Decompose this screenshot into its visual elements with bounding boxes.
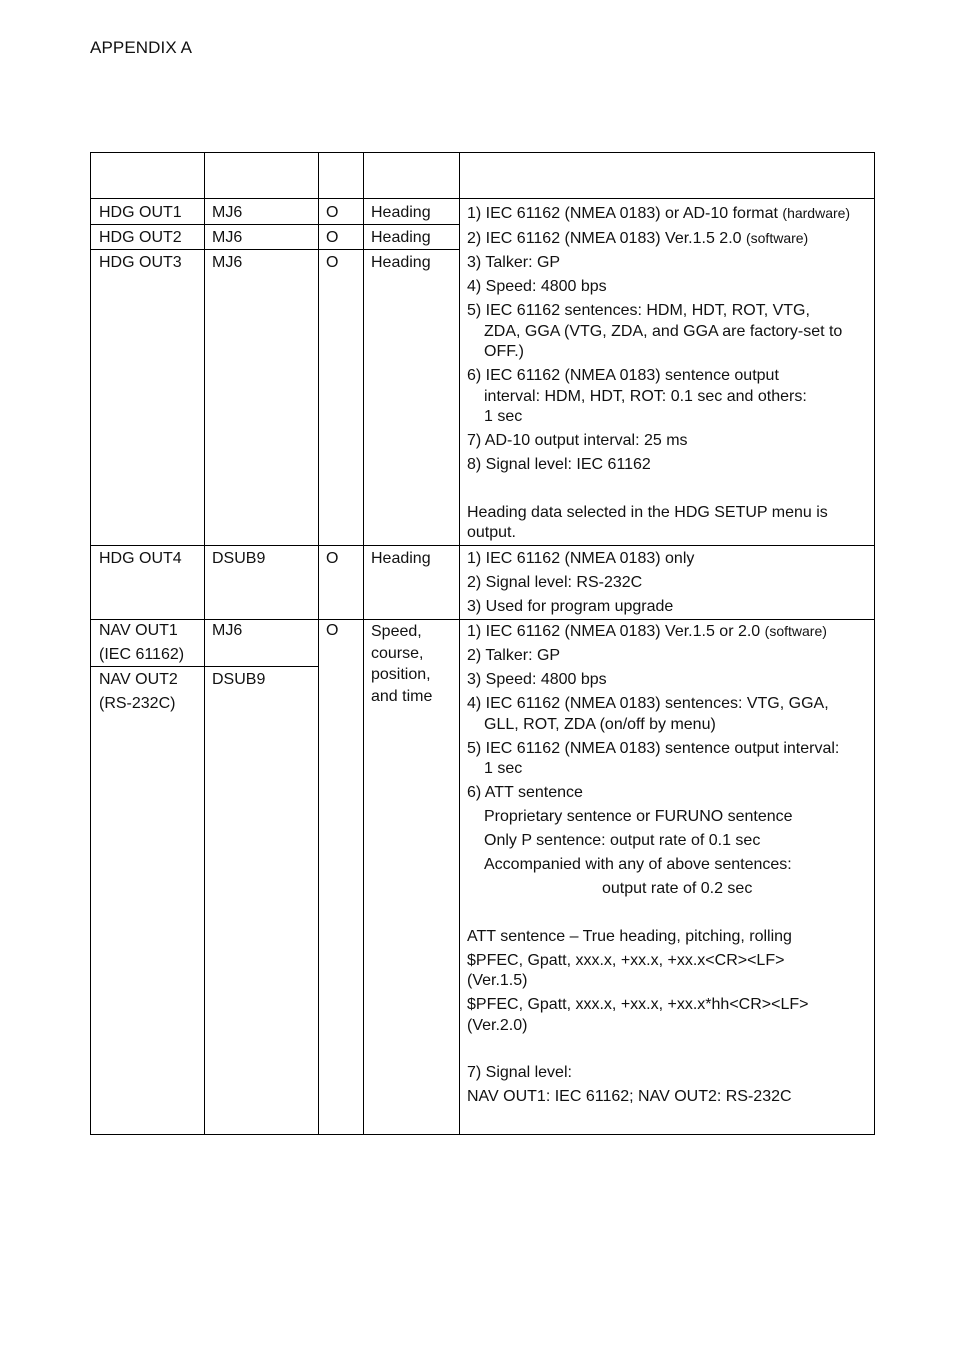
description-item	[467, 366, 850, 428]
column-divider	[459, 153, 460, 1135]
io-cell: O	[326, 204, 339, 221]
connector-cell: MJ6	[212, 204, 243, 221]
description-line: GLL, ROT, ZDA (on/off by menu)	[484, 715, 716, 733]
description-item	[467, 855, 839, 876]
description-item	[467, 228, 850, 250]
description-cell	[467, 203, 850, 544]
description-line: NAV OUT1: IEC 61162; NAV OUT2: RS-232C	[467, 1088, 792, 1105]
description-line: 1 sec	[484, 760, 523, 777]
row-divider	[91, 545, 875, 546]
description-line: 4) IEC 61162 (NMEA 0183) sentences: VTG, GGA,	[467, 695, 829, 712]
data-cell: and time	[371, 688, 433, 705]
description-line: 6) ATT sentence	[467, 784, 583, 801]
description-cell	[467, 549, 694, 618]
description-line: 1 sec	[484, 408, 523, 425]
description-line	[467, 621, 839, 643]
description-line: 8) Signal level: IEC 61162	[467, 456, 651, 473]
description-line: 1) IEC 61162 (NMEA 0183) only	[467, 550, 695, 567]
description-item	[467, 927, 839, 948]
description-line: output rate of 0.2 sec	[602, 880, 753, 897]
page-header: APPENDIX A	[90, 38, 193, 57]
description-line: 4) Speed: 4800 bps	[467, 278, 607, 295]
description-item	[467, 807, 839, 828]
io-cell: O	[326, 229, 339, 246]
description-item	[467, 951, 839, 992]
description-item	[467, 549, 694, 570]
data-cell: Heading	[371, 204, 431, 221]
description-item	[467, 431, 850, 452]
description-line: ATT sentence – True heading, pitching, rolling	[467, 927, 792, 945]
column-divider	[204, 153, 205, 1135]
data-cell: course,	[371, 644, 424, 662]
description-line: $PFEC, Gpatt, xxx.x, +xx.x, +xx.x*hh<CR><LF>	[467, 996, 809, 1013]
description-note: (hardware)	[782, 205, 851, 221]
data-cell: Heading	[371, 550, 431, 567]
port-cell: (IEC 61162)	[99, 646, 185, 663]
port-cell: HDG OUT1	[99, 204, 182, 221]
port-cell: HDG OUT4	[99, 550, 182, 567]
port-cell: NAV OUT2	[99, 671, 178, 688]
description-item	[467, 253, 850, 274]
description-line: Only P sentence: output rate of 0.1 sec	[484, 832, 761, 849]
row-divider	[91, 619, 875, 620]
connector-cell: MJ6	[212, 229, 243, 246]
column-divider	[318, 153, 319, 1135]
row-divider	[91, 224, 459, 225]
description-text: 2) IEC 61162 (NMEA 0183) Ver.1.5 2.0	[467, 230, 746, 247]
header-row-border	[91, 198, 875, 199]
description-line: 2) Talker: GP	[467, 647, 561, 664]
description-line: Heading data selected in the HDG SETUP menu is	[467, 503, 828, 521]
description-line: (Ver.2.0)	[467, 1016, 528, 1034]
description-item	[467, 670, 839, 691]
description-line: $PFEC, Gpatt, xxx.x, +xx.x, +xx.x<CR><LF>	[467, 951, 785, 969]
description-item	[467, 277, 850, 298]
description-line: 3) Talker: GP	[467, 254, 561, 271]
port-cell: NAV OUT1	[99, 622, 178, 639]
description-line: 7) AD-10 output interval: 25 ms	[467, 432, 688, 449]
description-line: (Ver.1.5)	[467, 972, 528, 989]
port-cell: (RS-232C)	[99, 695, 176, 712]
description-line: Accompanied with any of above sentences:	[484, 856, 792, 873]
port-cell: HDG OUT3	[99, 254, 182, 271]
description-line: Proprietary sentence or FURUNO sentence	[484, 808, 793, 825]
connector-cell: DSUB9	[212, 550, 266, 567]
description-item	[467, 646, 839, 667]
description-cell	[467, 621, 839, 1108]
description-line	[467, 203, 850, 225]
io-cell: O	[326, 254, 339, 271]
description-note: (software)	[745, 230, 809, 246]
description-item	[467, 573, 694, 594]
description-text: 1) IEC 61162 (NMEA 0183) Ver.1.5 or 2.0	[467, 623, 765, 640]
data-cell: Heading	[371, 229, 431, 246]
connector-cell: MJ6	[212, 622, 243, 639]
spacer	[467, 900, 839, 927]
connector-cell: MJ6	[212, 254, 243, 271]
spacer	[467, 476, 850, 503]
description-line: output.	[467, 524, 516, 541]
description-item	[467, 831, 839, 852]
description-item	[467, 1087, 839, 1108]
port-cell: HDG OUT2	[99, 229, 182, 246]
connector-cell: DSUB9	[212, 671, 266, 688]
column-divider	[363, 153, 364, 1135]
description-item	[467, 783, 839, 804]
io-cell: O	[326, 622, 339, 639]
description-line: 3) Used for program upgrade	[467, 598, 674, 615]
description-line: 3) Speed: 4800 bps	[467, 671, 607, 688]
description-line: ZDA, GGA (VTG, ZDA, and GGA are factory-set to	[484, 322, 843, 340]
description-item	[467, 301, 850, 363]
description-item	[467, 203, 850, 225]
description-item	[467, 503, 850, 544]
description-line: OFF.)	[484, 343, 524, 360]
data-cell: position,	[371, 666, 431, 683]
description-item	[467, 694, 839, 735]
description-item	[467, 621, 839, 643]
description-item	[467, 597, 694, 618]
row-divider	[91, 666, 318, 667]
description-line: interval: HDM, HDT, ROT: 0.1 sec and others:	[484, 387, 807, 405]
description-line: 7) Signal level:	[467, 1064, 572, 1081]
description-line: 5) IEC 61162 sentences: HDM, HDT, ROT, VTG,	[467, 302, 810, 319]
description-text: 1) IEC 61162 (NMEA 0183) or AD-10 format	[467, 205, 783, 222]
spacer	[467, 1036, 839, 1063]
data-cell: Speed,	[371, 623, 422, 640]
description-note: (software)	[764, 623, 827, 639]
description-line	[467, 228, 850, 250]
row-divider	[91, 249, 459, 250]
description-item	[467, 995, 839, 1036]
description-line: 6) IEC 61162 (NMEA 0183) sentence output	[467, 367, 779, 384]
description-item	[467, 739, 839, 780]
interface-table	[90, 152, 875, 1135]
data-cell: Heading	[371, 254, 431, 271]
description-item	[467, 455, 850, 476]
io-cell: O	[326, 550, 339, 567]
description-line: 5) IEC 61162 (NMEA 0183) sentence output interval:	[467, 739, 840, 757]
description-item	[467, 1063, 839, 1084]
description-line: 2) Signal level: RS-232C	[467, 574, 643, 591]
description-item	[467, 879, 839, 900]
